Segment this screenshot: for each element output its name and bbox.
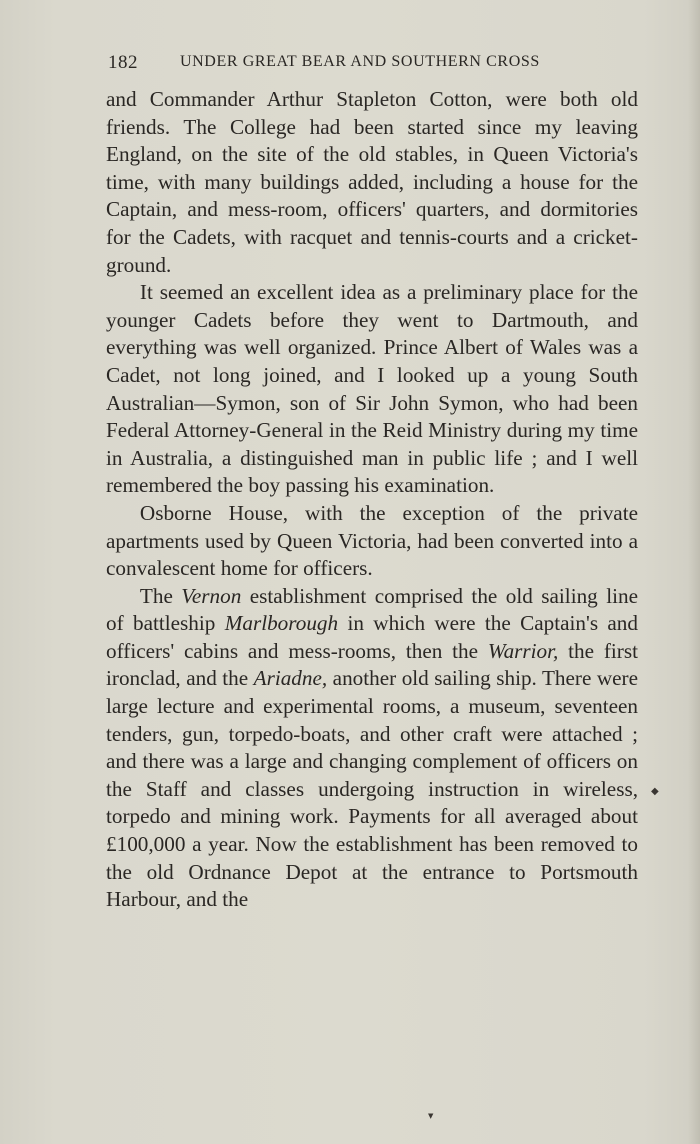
paragraph-3: Osborne House, with the exception of the private apartments used by Queen Victoria, had been converted into a convalescent home for officers.	[106, 500, 638, 581]
paragraph-2: It seemed an excellent idea as a preliminary place for the younger Cadets before they went to Dartmouth, and everything was well organized. Prince Albert of Wales was a Cadet, not long joined, and I looked up a young South Australian—Symon, son of Sir John Symon, who had been Federal Attorney-General in the Reid Ministry during my time in Australia, a distinguished man in public life ; and I well remembered the boy passing his examination.	[106, 280, 638, 498]
ship-name-vernon: Vernon	[181, 583, 242, 608]
paragraph-4-text-1: The	[139, 583, 182, 608]
page-edge-shadow	[688, 0, 700, 1144]
ship-name-ariadne: Ariadne,	[253, 666, 328, 691]
paragraph-4-text-2: establishment comprised the old sailing line of battleship	[106, 583, 638, 636]
ship-name-warrior: Warrior,	[487, 638, 559, 663]
paragraph-4	[106, 583, 638, 914]
paragraph-4-text-5: another old sailing ship. There were large lecture and experimental rooms, a museum, seventeen tenders, gun, torpedo-boats, and other craft were attached ; and there was a large and changing complement of officers on the Staff and classes undergoing instruction in wireless, torpedo and mining work. Payments for all averaged about £100,000 a year. Now the establishment has been removed to the old Ordnance Depot at the entrance to Portsmouth Harbour, and the	[106, 666, 638, 912]
page-number: 182	[108, 52, 138, 73]
body-text	[106, 86, 638, 914]
paragraph-1: and Commander Arthur Stapleton Cotton, were both old friends. The College had been started since my leaving England, on the site of the old stables, in Queen Victoria's time, with many buildings added, including a house for the Captain, and mess-room, officers' quarters, and dormitories for the Cadets, with racquet and tennis-courts and a cricket-ground.	[106, 87, 638, 277]
bottom-mark-icon: ▼	[428, 1112, 434, 1120]
running-title: UNDER GREAT BEAR AND SOUTHERN CROSS	[180, 53, 540, 70]
running-head	[108, 52, 638, 76]
paragraph-4-text-4: the first ironclad, and the	[106, 638, 638, 691]
margin-mark-icon: ◆	[651, 786, 659, 797]
ship-name-marlborough: Marlborough	[224, 611, 339, 636]
paragraph-4-text-3: in which were the Captain's and officers' cabins and mess-rooms, then the	[106, 611, 638, 663]
